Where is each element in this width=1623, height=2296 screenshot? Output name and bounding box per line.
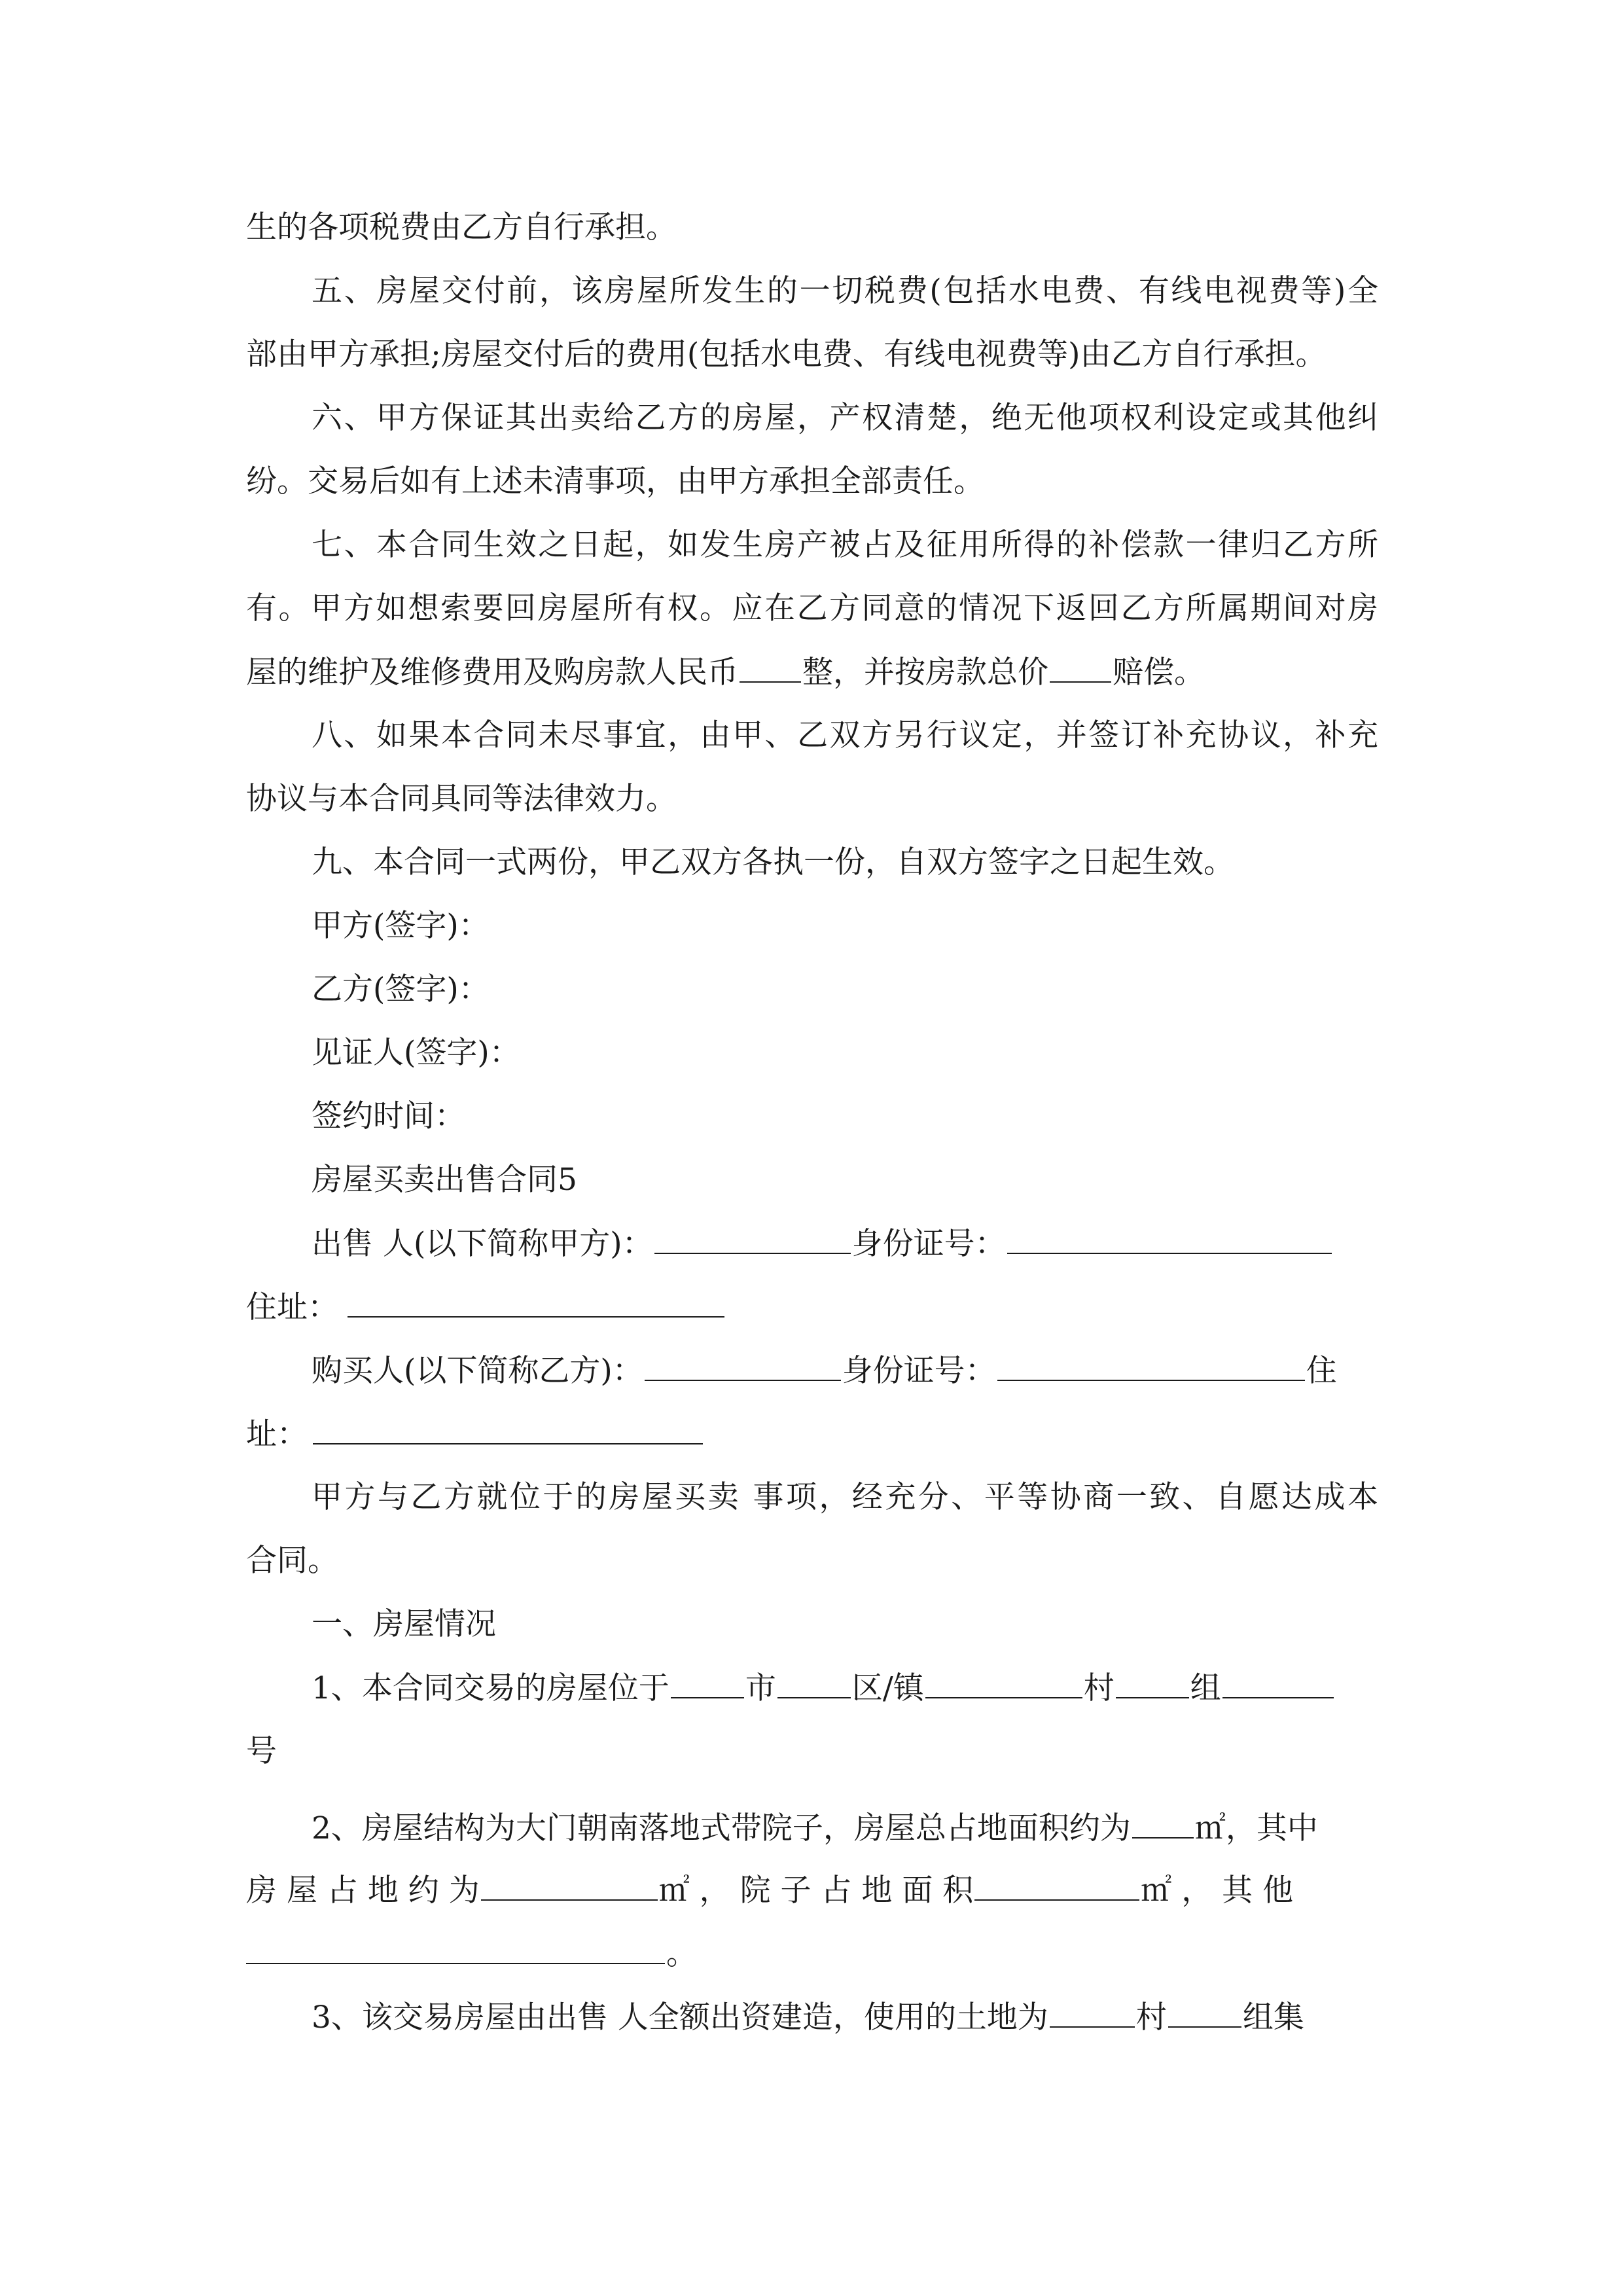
text-segment: 赔偿。 <box>1113 655 1205 691</box>
text-line: 号 <box>246 1733 277 1769</box>
fill-blank <box>1168 1998 1241 2028</box>
text-segment: 房 屋 占 地 约 为 <box>246 1873 480 1909</box>
text-segment: 住 <box>1306 1353 1337 1389</box>
signing-date-line: 签约时间： <box>312 1098 465 1134</box>
text-segment: 3、该交易房屋由出售 人全额出资建造，使用的土地为 <box>312 2000 1048 2036</box>
text-line <box>246 1871 1378 1910</box>
text-segment: 址： <box>246 1416 308 1452</box>
text-line <box>312 1224 1378 1264</box>
text-segment: 1、本合同交易的房屋位于 <box>312 1670 669 1706</box>
text-segment: 整，并按房款总价 <box>802 655 1048 691</box>
fill-blank <box>1116 1668 1189 1698</box>
fill-blank <box>740 653 801 683</box>
text-line <box>246 1934 1378 1974</box>
text-line: 合同。 <box>246 1543 338 1579</box>
fill-blank <box>925 1668 1082 1698</box>
text-segment: 2、房屋结构为大门朝南落地式带院子，房屋总占地面积约为 <box>312 1810 1131 1846</box>
text-segment: 购买人(以下简称乙方)： <box>312 1353 643 1389</box>
fill-blank <box>671 1668 744 1698</box>
text-line: 五、房屋交付前，该房屋所发生的一切税费(包括水电费、有线电视费等)全 <box>312 273 1378 309</box>
fill-blank <box>481 1871 658 1901</box>
text-line <box>312 1808 1378 1848</box>
text-segment: 出售 人(以下简称甲方)： <box>312 1226 653 1262</box>
signature-line-witness: 见证人(签字)： <box>312 1035 520 1071</box>
text-line: 有。甲方如想索要回房屋所有权。应在乙方同意的情况下返回乙方所属期间对房 <box>246 590 1378 626</box>
text-segment: 。 <box>666 1936 697 1972</box>
contract-title: 房屋买卖出售合同5 <box>312 1162 577 1198</box>
text-line: 甲方与乙方就位于的房屋买卖 事项，经充分、平等协商一致、自愿达成本 <box>312 1479 1378 1515</box>
fill-blank <box>1007 1224 1332 1254</box>
text-line: 八、如果本合同未尽事宜，由甲、乙双方另行议定，并签订补充协议，补充 <box>312 717 1378 753</box>
text-segment: 住址： <box>246 1289 338 1325</box>
text-segment: 屋的维护及维修费用及购房款人民币 <box>246 655 738 691</box>
signature-line-party-a: 甲方(签字)： <box>312 908 490 944</box>
text-segment: ㎡，其中 <box>1194 1810 1318 1846</box>
text-line <box>312 1351 1378 1391</box>
fill-blank <box>654 1224 851 1254</box>
fill-blank <box>1132 1808 1194 1839</box>
text-segment: ㎡ ， 院 子 占 地 面 积 <box>658 1873 974 1909</box>
fill-blank <box>313 1414 703 1444</box>
text-segment: 村 <box>1135 2000 1167 2036</box>
signature-line-party-b: 乙方(签字)： <box>312 971 490 1007</box>
fill-blank <box>246 1934 665 1964</box>
fill-blank <box>1050 1998 1135 2028</box>
fill-blank <box>1222 1668 1334 1698</box>
text-line: 九、本合同一式两份，甲乙双方各执一份，自双方签字之日起生效。 <box>312 844 1234 880</box>
text-line <box>246 1287 1378 1327</box>
text-segment: 村 <box>1083 1670 1115 1706</box>
fill-blank <box>348 1287 724 1318</box>
text-segment: 组集 <box>1242 2000 1304 2036</box>
text-segment: 区/镇 <box>851 1670 924 1706</box>
text-line: 六、甲方保证其出卖给乙方的房屋，产权清楚，绝无他项权利设定或其他纠 <box>312 400 1378 436</box>
fill-blank <box>777 1668 851 1698</box>
text-line <box>312 1998 1378 2037</box>
text-line <box>246 653 1378 692</box>
text-segment: 身份证号： <box>851 1226 1006 1262</box>
text-segment: 身份证号： <box>842 1353 996 1389</box>
section-heading: 一、房屋情况 <box>312 1606 496 1642</box>
fill-blank <box>997 1351 1305 1381</box>
fill-blank <box>1050 653 1111 683</box>
text-line: 协议与本合同具同等法律效力。 <box>246 781 677 817</box>
text-segment: 市 <box>745 1670 776 1706</box>
text-line: 生的各项税费由乙方自行承担。 <box>246 209 677 245</box>
text-segment: 组 <box>1190 1670 1221 1706</box>
text-segment: ㎡ ， 其 他 <box>1141 1873 1294 1909</box>
text-line <box>312 1668 1378 1708</box>
fill-blank <box>974 1871 1139 1901</box>
text-line: 七、本合同生效之日起，如发生房产被占及征用所得的补偿款一律归乙方所 <box>312 527 1378 563</box>
text-line <box>246 1414 1378 1454</box>
text-line: 纷。交易后如有上述未清事项，由甲方承担全部责任。 <box>246 463 984 499</box>
fill-blank <box>645 1351 841 1381</box>
text-line: 部由甲方承担;房屋交付后的费用(包括水电费、有线电视费等)由乙方自行承担。 <box>246 336 1327 372</box>
